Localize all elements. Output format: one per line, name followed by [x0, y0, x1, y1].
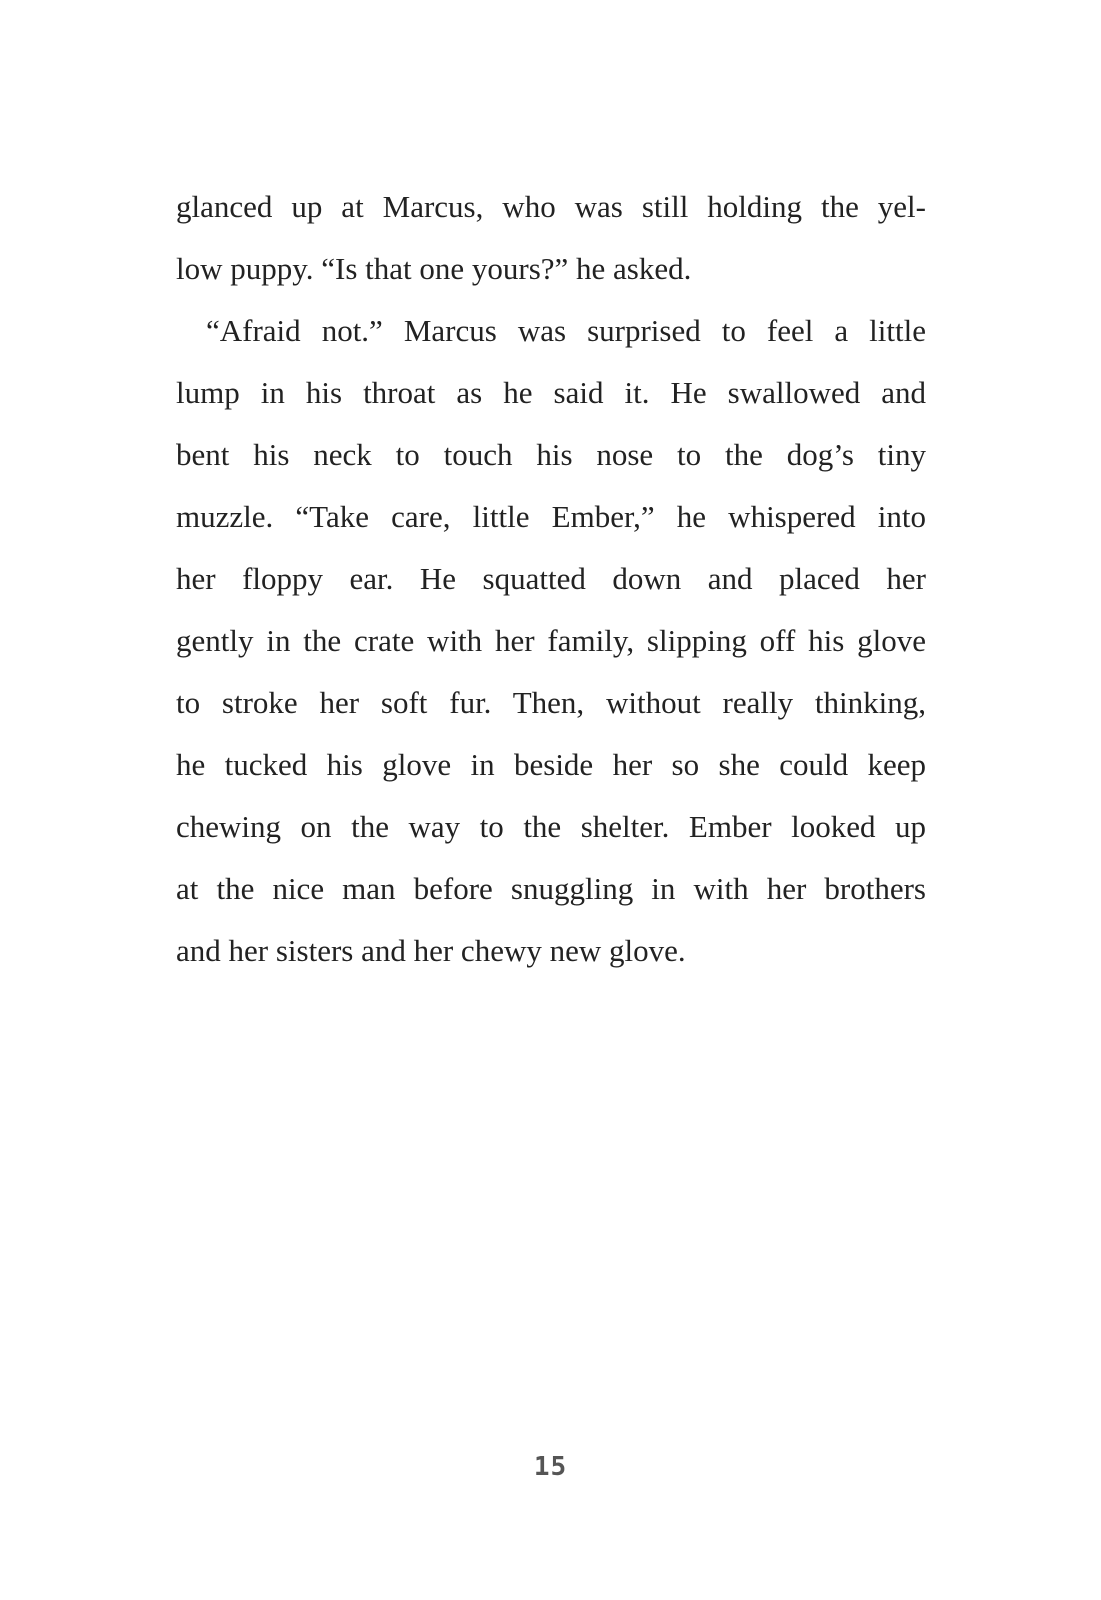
text-line: and her sisters and her chewy new glove. [176, 933, 686, 968]
body-text [176, 176, 926, 982]
text-line: at the nice man before snuggling in with her brothers [176, 871, 926, 906]
text-line: bent his neck to touch his nose to the dog’s tiny [176, 437, 926, 472]
paragraph-1 [176, 176, 926, 300]
text-line: low puppy. “Is that one yours?” he asked. [176, 251, 692, 286]
text-line: “Afraid not.” Marcus was surprised to feel a little [206, 313, 926, 348]
text-line: muzzle. “Take care, little Ember,” he whispered into [176, 499, 926, 534]
text-line: her floppy ear. He squatted down and placed her [176, 561, 926, 596]
text-line: chewing on the way to the shelter. Ember looked up [176, 809, 926, 844]
page-number: 15 [533, 1452, 568, 1482]
text-line: lump in his throat as he said it. He swallowed and [176, 375, 926, 410]
paragraph-2 [176, 300, 926, 982]
text-line: to stroke her soft fur. Then, without really thinking, [176, 685, 926, 720]
text-line: glanced up at Marcus, who was still holding the yel- [176, 189, 926, 224]
text-line: he tucked his glove in beside her so she could keep [176, 747, 926, 782]
text-line: gently in the crate with her family, slipping off his glove [176, 623, 926, 658]
